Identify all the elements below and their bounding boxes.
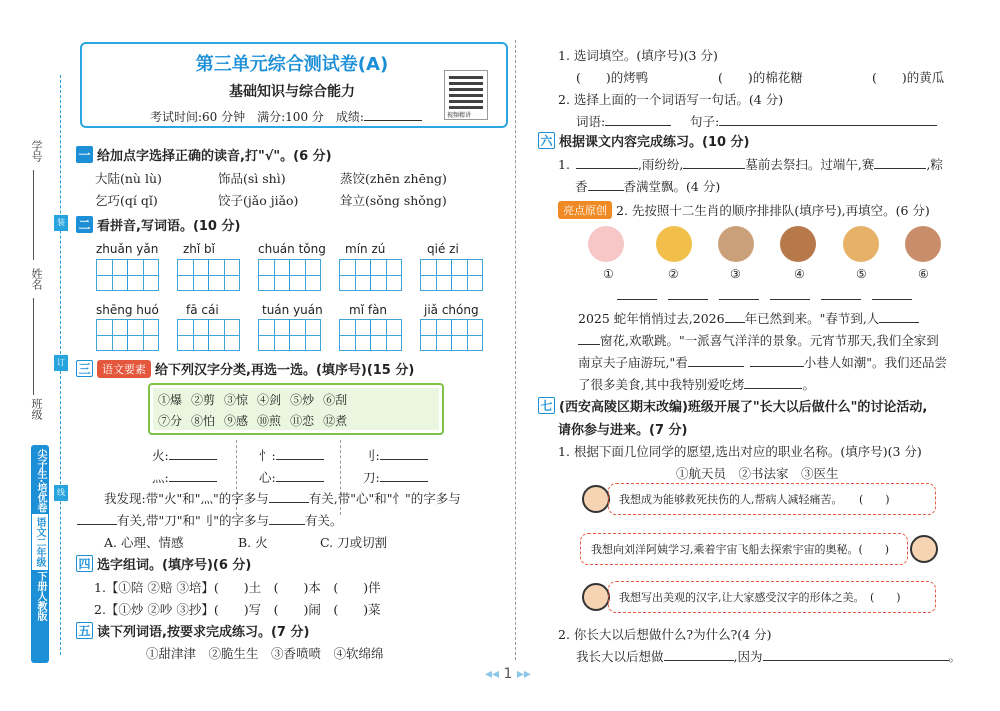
category-label [259, 468, 324, 486]
answer-blank[interactable] [380, 470, 428, 482]
char-item: ④剑 [257, 393, 282, 407]
answer-blank[interactable] [269, 513, 305, 525]
char-item: ⑧怕 [191, 414, 216, 428]
section-number: 七 [538, 397, 555, 414]
page-divider [515, 40, 516, 660]
finding-line-1 [104, 489, 461, 507]
answer-line [576, 647, 961, 665]
category-label [152, 468, 217, 486]
section-title: 读下列词语,按要求完成练习。(7 分) [97, 625, 310, 640]
section-number: 三 [76, 360, 93, 377]
cut-mark: 线 [54, 485, 68, 501]
animal-number: ⑥ [918, 267, 929, 281]
writing-grid[interactable] [258, 259, 320, 291]
class-line[interactable] [33, 350, 34, 395]
fill-item[interactable]: ( )的棉花糖 [718, 70, 803, 85]
finding-text: 有关,带"刀"和"刂"的字多与 [117, 513, 269, 528]
text: ,粽 [926, 157, 943, 172]
writing-grid[interactable] [339, 319, 401, 351]
pinyin-prompt: chuán tǒng [258, 242, 326, 256]
page-title: 第三单元综合测试卷(A) [195, 54, 389, 75]
qr-caption: 视频精讲 [447, 112, 472, 119]
tiger-icon [656, 226, 692, 262]
order-blank[interactable] [617, 299, 657, 300]
category-radical: 火: [152, 448, 169, 463]
answer-blank[interactable] [664, 649, 734, 661]
char-item: ⑥刮 [323, 393, 348, 407]
recite-line-1 [558, 155, 943, 173]
answer-blank[interactable] [169, 448, 217, 460]
char-row [158, 391, 347, 408]
section-number: 一 [76, 146, 93, 163]
label: 词语: [576, 114, 606, 129]
word-list: ①甜津津 ②脆生生 ③香喷喷 ④软绵绵 [146, 646, 384, 661]
tag-pill: 语文要素 [97, 360, 151, 378]
word-line [576, 112, 671, 130]
page-number [485, 666, 531, 682]
answer-blank[interactable] [578, 333, 600, 345]
page-number-value: 1 [503, 666, 513, 682]
text: 。 [948, 649, 962, 664]
next-arrows-icon: ▸▸ [516, 666, 531, 682]
side-brand: 尖子生·培优卷 [35, 449, 46, 513]
finding-text: 我发现:带"火"和"灬"的字多与 [104, 491, 269, 506]
category-label [363, 468, 428, 486]
order-blank[interactable] [770, 299, 810, 300]
section-number: 五 [76, 622, 93, 639]
word-group-row[interactable]: 2.【①炒 ②吵 ③抄】( )写 ( )闹 ( )菜 [94, 602, 381, 617]
section-title: (西安高陵区期末改编)班级开展了"长大以后做什么"的讨论活动, [559, 400, 928, 415]
answer-blank[interactable] [683, 157, 745, 169]
char-item: ②剪 [191, 393, 216, 407]
char-item: ⑩煎 [257, 414, 282, 428]
animal-number: ② [668, 267, 679, 281]
qr-icon [449, 75, 483, 109]
question-text: 2. 先按照十二生肖的顺序排排队(填序号),再填空。(6 分) [616, 203, 930, 218]
answer-blank[interactable] [688, 355, 744, 367]
pinyin-prompt: zhuǎn yǎn [96, 242, 159, 256]
monkey-icon [905, 226, 941, 262]
section-5-header [76, 621, 309, 640]
order-blank[interactable] [872, 299, 912, 300]
pinyin-choice[interactable]: 蒸饺(zhēn zhēng) [340, 171, 447, 186]
section-title: 选字组词。(填序号)(6 分) [97, 558, 252, 573]
char-item: ⑦分 [158, 414, 183, 428]
pinyin-prompt: zhǐ bǐ [183, 242, 216, 256]
wish-bubble[interactable]: 我想写出美观的汉字,让大家感受汉字的形体之美。 ( ) [608, 581, 936, 613]
answer-blank[interactable] [380, 448, 428, 460]
text: 2025 蛇年悄悄过去,2026 [578, 311, 725, 326]
pinyin-choice[interactable]: 大陆(nù lù) [95, 171, 162, 186]
horse-icon [718, 226, 754, 262]
section-4-header [76, 554, 251, 573]
char-row [158, 412, 347, 429]
section-number: 六 [538, 132, 555, 149]
student-number-line[interactable] [33, 170, 34, 260]
category-label [259, 446, 324, 464]
text: 。 [802, 377, 815, 392]
option-b[interactable]: B. 火 [238, 535, 268, 550]
section-number: 四 [76, 555, 93, 572]
cut-mark: 装 [54, 215, 68, 231]
recite-line-2 [575, 177, 720, 195]
answer-blank[interactable] [576, 157, 638, 169]
char-item: ⑪恋 [290, 414, 315, 428]
pinyin-prompt: qié zi [427, 242, 459, 256]
pinyin-prompt: mǐ fàn [349, 303, 388, 317]
animal-number: ① [603, 267, 614, 281]
question-2-line [558, 201, 930, 219]
writing-grid[interactable] [177, 259, 239, 291]
section-title: 给下列汉字分类,再选一选。(填序号)(15 分) [155, 363, 415, 378]
category-radical: 刀: [363, 470, 380, 485]
section-title: 根据课文内容完成练习。(10 分) [559, 135, 750, 150]
question-text: 2. 选择上面的一个词语写一句话。(4 分) [558, 92, 784, 107]
pinyin-prompt: mín zú [345, 242, 386, 256]
title-box [80, 42, 508, 128]
answer-blank[interactable] [169, 470, 217, 482]
text: 香满堂飘。(4 分) [623, 179, 721, 194]
finding-text: 有关。 [304, 513, 343, 528]
text: 窗花,欢歌跳。"一派喜气洋洋的景象。元宵节那天,我们全家到 [600, 333, 939, 348]
answer-blank[interactable] [744, 377, 802, 389]
wish-bubble[interactable]: 我想成为能够救死扶伤的人,帮病人减轻痛苦。 ( ) [608, 483, 936, 515]
section-title-cont: 请你参与进来。(7 分) [558, 423, 688, 438]
question-text: 2. 你长大以后想做什么?为什么?(4 分) [558, 627, 772, 642]
text: 我长大以后想做 [576, 649, 664, 664]
answer-blank[interactable] [750, 355, 804, 367]
label: 1. [558, 157, 570, 172]
char-item: ⑫煮 [323, 414, 348, 428]
word-group-row[interactable]: 1.【①陪 ②赔 ③培】( )土 ( )本 ( )伴 [94, 580, 381, 595]
answer-blank[interactable] [77, 513, 117, 525]
qr-code[interactable] [444, 70, 488, 120]
story-line-4 [578, 375, 815, 393]
animal-number: ⑤ [856, 267, 867, 281]
student-number-label: 学号 [30, 140, 43, 162]
category-radical: 灬: [152, 470, 169, 485]
writing-grid[interactable] [96, 259, 158, 291]
pinyin-prompt: tuán yuán [262, 303, 323, 317]
pinyin-choice[interactable]: 乞巧(qí qǐ) [95, 193, 158, 208]
side-volume: 下册 [35, 570, 46, 591]
name-label: 姓名 [30, 268, 43, 290]
category-radical: 心: [259, 470, 276, 485]
side-grade: 语文二年级 [31, 513, 49, 571]
story-line-3 [578, 353, 947, 371]
score-blank[interactable] [364, 109, 422, 121]
answer-blank[interactable] [763, 649, 949, 661]
girl-avatar-icon [910, 535, 938, 563]
pinyin-choice[interactable]: 饺子(jǎo jiǎo) [218, 193, 299, 208]
fill-item[interactable]: ( )的烤鸭 [576, 70, 649, 85]
answer-blank[interactable] [605, 114, 671, 126]
text: ,雨纷纷, [637, 157, 684, 172]
char-item: ①爆 [158, 393, 183, 407]
story-line-1 [578, 309, 919, 327]
order-blank[interactable] [668, 299, 708, 300]
pinyin-prompt: shēng huó [96, 303, 159, 317]
exam-info-text: 考试时间:60 分钟 满分:100 分 成绩: [150, 110, 364, 124]
writing-grid[interactable] [96, 319, 158, 351]
question-text: 1. 根据下面几位同学的愿望,选出对应的职业名称。(填序号)(3 分) [558, 444, 922, 459]
text: 南京夫子庙游玩,"看 [578, 355, 688, 370]
animal-number: ③ [730, 267, 741, 281]
answer-blank[interactable] [269, 491, 309, 503]
side-edition: 人教版 [35, 590, 46, 621]
pinyin-prompt: jiǎ chóng [424, 303, 479, 317]
category-radical: 刂: [363, 448, 380, 463]
wish-bubble[interactable]: 我想向刘洋阿姨学习,乘着宇宙飞船去探索宇宙的奥秘。( ) [580, 533, 908, 565]
writing-grid[interactable] [420, 259, 482, 291]
answer-blank[interactable] [879, 311, 919, 323]
text: ,因为 [733, 649, 763, 664]
answer-blank[interactable] [725, 311, 745, 323]
fill-item[interactable]: ( )的黄瓜 [872, 70, 945, 85]
order-blank[interactable] [821, 299, 861, 300]
section-6-header [538, 131, 750, 150]
char-item: ③惊 [224, 393, 249, 407]
text: 小巷人如潮"。我们还品尝 [803, 355, 947, 370]
dog-icon [843, 226, 879, 262]
tag-pill: 亮点原创 [558, 201, 612, 219]
finding-text: 有关,带"心"和"忄"的字多与 [308, 491, 461, 506]
label: 句子: [690, 114, 720, 129]
page-subtitle: 基础知识与综合能力 [229, 84, 355, 100]
category-radical: 忄: [259, 448, 276, 463]
exam-info [150, 108, 422, 125]
side-tab [31, 445, 49, 663]
section-2-header [76, 215, 240, 234]
writing-grid[interactable] [339, 259, 401, 291]
pig-icon [588, 226, 624, 262]
writing-grid[interactable] [258, 319, 320, 351]
category-label [152, 446, 217, 464]
char-item: ⑨感 [224, 414, 249, 428]
text: 香 [575, 179, 588, 194]
pinyin-choice[interactable]: 耸立(sǒng shǒng) [340, 193, 447, 208]
section-1-header [76, 145, 332, 164]
option-a[interactable]: A. 心理、情感 [104, 535, 184, 550]
character-box [148, 383, 444, 435]
text: 墓前去祭扫。过端午,赛 [745, 157, 875, 172]
section-7-header [538, 396, 927, 415]
section-title: 给加点字选择正确的读音,打"√"。(6 分) [97, 149, 332, 164]
answer-blank[interactable] [276, 448, 324, 460]
question-text: 1. 选词填空。(填序号)(3 分) [558, 48, 718, 63]
writing-grid[interactable] [420, 319, 482, 351]
pinyin-choice[interactable]: 饰品(sì shì) [218, 171, 286, 186]
answer-blank[interactable] [719, 114, 937, 126]
category-label [363, 446, 428, 464]
class-label: 班级 [30, 398, 43, 420]
section-title: 看拼音,写词语。(10 分) [97, 219, 241, 234]
section-3-header [76, 359, 414, 378]
text: 年已然到来。"春节到,人 [744, 311, 880, 326]
story-line-2 [578, 331, 939, 349]
cut-mark: 订 [54, 355, 68, 371]
section-number: 二 [76, 216, 93, 233]
finding-line-2 [77, 511, 343, 529]
answer-blank[interactable] [276, 470, 324, 482]
writing-grid[interactable] [177, 319, 239, 351]
prev-arrows-icon: ◂◂ [485, 666, 500, 682]
option-c[interactable]: C. 刀或切割 [320, 535, 388, 550]
job-list: ①航天员 ②书法家 ③医生 [676, 466, 839, 481]
answer-blank[interactable] [874, 157, 926, 169]
char-item: ⑤炒 [290, 393, 315, 407]
order-blank[interactable] [719, 299, 759, 300]
boy-avatar-icon [582, 583, 610, 611]
sentence-line [690, 112, 937, 130]
answer-blank[interactable] [588, 179, 624, 191]
pinyin-prompt: fā cái [186, 303, 219, 317]
boy-avatar-icon [582, 485, 610, 513]
animal-number: ④ [794, 267, 805, 281]
ox-icon [780, 226, 816, 262]
text: 了很多美食,其中我特别爱吃烤 [578, 377, 745, 392]
